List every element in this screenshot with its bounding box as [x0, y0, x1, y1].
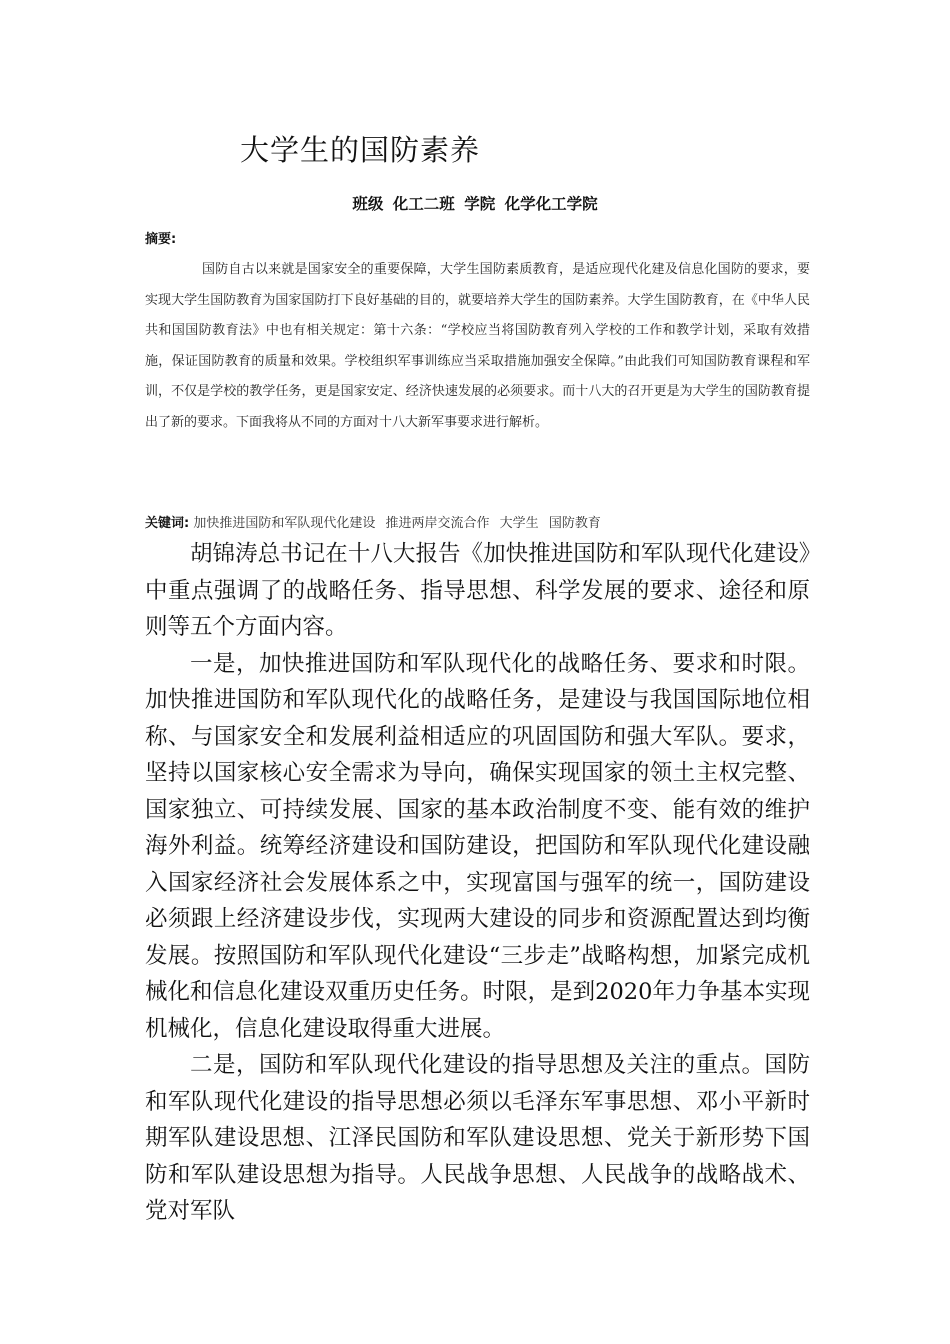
class-value: 化工二班: [392, 195, 455, 213]
body-paragraph: 一是，加快推进国防和军队现代化的战略任务、要求和时限。加快推进国防和军队现代化的战略任务，是建设与我国国际地位相称、与国家安全和发展利益相适应的巩固国防和强大军队。要求，坚持以国家核心安全需求为导向，确保实现国家的领土主权完整、国家独立、可持续发展、国家的基本政治制度不变、能有效的维护海外利益。统筹经济建设和国防建设，把国防和军队现代化建设融入国家经济社会发展体系之中，实现富国与强军的统一，国防建设必须跟上经济建设步伐，实现两大建设的同步和资源配置达到均衡发展。按照国防和军队现代化建设“三步走”战略构想，加紧完成机械化和信息化建设双重历史任务。时限，是到2020年力争基本实现机械化，信息化建设取得重大进展。: [145, 650, 810, 1042]
keyword-item: 国防教育: [548, 516, 601, 531]
author-byline: [0, 192, 950, 214]
abstract-label: 摘要:: [145, 232, 177, 247]
keyword-item: 加快推进国防和军队现代化建设: [193, 516, 376, 531]
class-label: 班级: [352, 195, 384, 213]
keyword-item: 推进两岸交流合作: [385, 516, 490, 531]
abstract-text: 国防自古以来就是国家安全的重要保障，大学生国防素质教育，是适应现代化建及信息化国防的要求，要实现大学生国防教育为国家国防打下良好基础的目的，就要培养大学生的国防素养。大学生国防教育，在《中华人民共和国国防教育法》中也有相关规定：第十六条：“学校应当将国防教育列入学校的工作和教学计划，采取有效措施，保证国防教育的质量和效果。学校组织军事训练应当采取措施加强安全保障。”由此我们可知国防教育课程和军训，不仅是学校的教学任务，更是国家安定、经济快速发展的必须要求。而十八大的召开更是为大学生的国防教育提出了新的要求。下面我将从不同的方面对十八大新军事要求进行解析。: [145, 262, 810, 430]
body-text: [145, 536, 810, 1230]
school-label: 学院: [464, 195, 496, 213]
document-title: 大学生的国防素养: [240, 133, 481, 167]
body-paragraph: 胡锦涛总书记在十八大报告《加快推进国防和军队现代化建设》中重点强调了的战略任务、指导思想、科学发展的要求、途径和原则等五个方面内容。: [145, 541, 810, 640]
school-value: 化学化工学院: [504, 195, 598, 213]
keywords-line: [145, 512, 607, 531]
keyword-item: 大学生: [499, 516, 539, 531]
body-paragraph: 二是，国防和军队现代化建设的指导思想及关注的重点。国防和军队现代化建设的指导思想必须以毛泽东军事思想、邓小平新时期军队建设思想、江泽民国防和军队建设思想、党关于新形势下国防和军队建设思想为指导。人民战争思想、人民战争的战略战术、党对军队: [145, 1052, 810, 1224]
keywords-label: 关键词:: [145, 516, 190, 531]
